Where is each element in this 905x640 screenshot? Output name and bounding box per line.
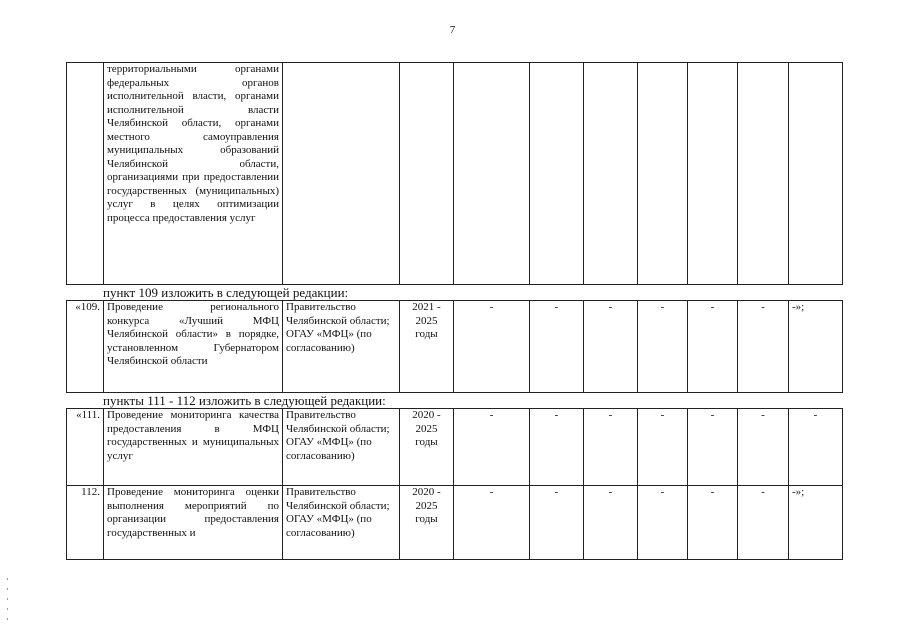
- value-cell: -: [688, 409, 738, 486]
- value-cell: -: [530, 486, 584, 560]
- responsible-cell: Правительство Челябинской области; ОГАУ «МФЦ» (по согласованию): [283, 301, 400, 393]
- value-cell: -: [584, 409, 638, 486]
- value-cell: -: [738, 301, 789, 393]
- event-description: Проведение регионального конкурса «Лучший МФЦ Челябинской области» в порядке, установленном Губернатором Челябинской области: [104, 301, 283, 393]
- section-heading-109: пункт 109 изложить в следующей редакции:: [103, 285, 349, 300]
- value-cell: -: [688, 486, 738, 560]
- table-row: [67, 63, 843, 285]
- value-cell: -: [638, 301, 688, 393]
- period-cell: 2021 - 2025 годы: [400, 301, 454, 393]
- value-cell: [738, 63, 789, 285]
- value-cell: -: [638, 486, 688, 560]
- value-cell: [789, 63, 843, 285]
- value-cell: -: [454, 301, 530, 393]
- responsible-cell: Правительство Челябинской области; ОГАУ «МФЦ» (по согласованию): [283, 409, 400, 486]
- value-cell: -: [584, 301, 638, 393]
- table-111-112: [66, 408, 843, 560]
- table-row: [67, 409, 843, 486]
- responsible-cell: [283, 63, 400, 285]
- value-cell: -: [530, 409, 584, 486]
- row-number: 112.: [67, 486, 104, 560]
- scan-margin-marks: [7, 578, 9, 628]
- table-row: [67, 486, 843, 560]
- value-cell: -: [738, 486, 789, 560]
- table-row: [67, 301, 843, 393]
- row-number: «111.: [67, 409, 104, 486]
- event-description: территориальными органами федеральных органов исполнительной власти, органами исполнительной власти Челябинской области, органами местного самоуправления муниципальных образований Челябинской области, организациями при предоставлении государственных (муниципальных) услуг в целях оптимизации процесса предоставления услуг: [104, 63, 283, 285]
- value-cell: [584, 63, 638, 285]
- page-number: 7: [449, 24, 456, 36]
- section-heading-111: пункты 111 - 112 изложить в следующей редакции:: [103, 393, 386, 408]
- document-sheet: [66, 62, 842, 560]
- value-cell: -»;: [789, 301, 843, 393]
- period-cell: [400, 63, 454, 285]
- table-109: [66, 300, 843, 393]
- row-number: [67, 63, 104, 285]
- value-cell: -: [789, 409, 843, 486]
- value-cell: [530, 63, 584, 285]
- value-cell: -»;: [789, 486, 843, 560]
- value-cell: -: [688, 301, 738, 393]
- value-cell: -: [638, 409, 688, 486]
- value-cell: -: [738, 409, 789, 486]
- period-cell: 2020 - 2025 годы: [400, 486, 454, 560]
- value-cell: -: [584, 486, 638, 560]
- value-cell: -: [454, 486, 530, 560]
- period-cell: 2020 - 2025 годы: [400, 409, 454, 486]
- responsible-cell: Правительство Челябинской области; ОГАУ «МФЦ» (по согласованию): [283, 486, 400, 560]
- event-description: Проведение мониторинга качества предоставления в МФЦ государственных и муниципальных услуг: [104, 409, 283, 486]
- value-cell: -: [530, 301, 584, 393]
- value-cell: [638, 63, 688, 285]
- value-cell: [454, 63, 530, 285]
- continuation-table: [66, 62, 843, 285]
- row-number: «109.: [67, 301, 104, 393]
- value-cell: [688, 63, 738, 285]
- event-description: Проведение мониторинга оценки выполнения мероприятий по организации предоставления государственных и: [104, 486, 283, 560]
- value-cell: -: [454, 409, 530, 486]
